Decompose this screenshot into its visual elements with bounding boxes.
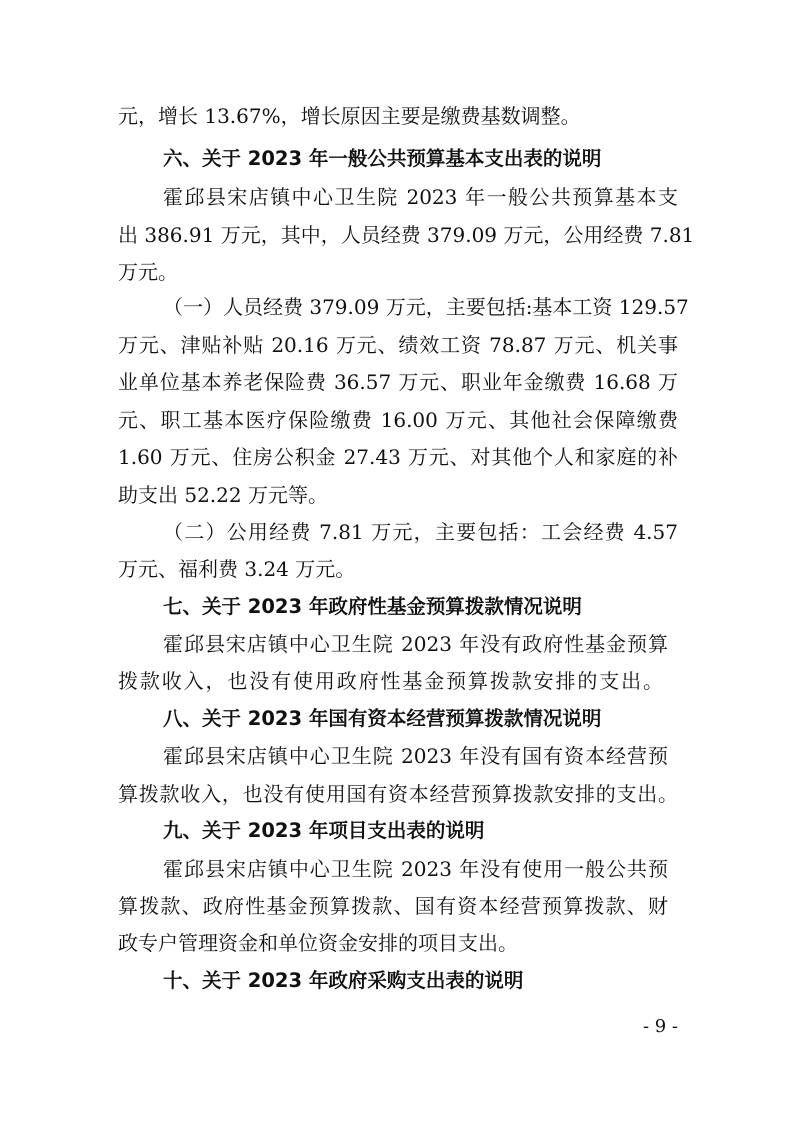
text-line: 算拨款、政府性基金预算拨款、国有资本经营预算拨款、财 (118, 894, 668, 918)
text-line: 业单位基本养老保险费 36.57 万元、职业年金缴费 16.68 万 (118, 370, 678, 394)
text-line: 霍邱县宋店镇中心卫生院 2023 年没有国有资本经营预 (163, 744, 668, 768)
text-line: （一）人员经费 379.09 万元，主要包括:基本工资 129.57 (163, 295, 689, 319)
text-line: 万元。 (118, 260, 178, 284)
text-line: （二）公用经费 7.81 万元，主要包括：工会经费 4.57 (163, 520, 678, 544)
text-line: 霍邱县宋店镇中心卫生院 2023 年没有政府性基金预算 (163, 632, 668, 656)
text-line: 助支出 52.22 万元等。 (118, 483, 328, 507)
text-line: 万元、津贴补贴 20.16 万元、绩效工资 78.87 万元、机关事 (118, 333, 678, 357)
text-line: 拨款收入，也没有使用政府性基金预算拨款安排的支出。 (118, 669, 663, 693)
text-line: 元、职工基本医疗保险缴费 16.00 万元、其他社会保障缴费 (118, 408, 678, 432)
text-line: 1.60 万元、住房公积金 27.43 万元、对其他个人和家庭的补 (118, 445, 678, 469)
text-line: 算拨款收入，也没有使用国有资本经营预算拨款安排的支出。 (118, 782, 678, 806)
text-line: 万元、福利费 3.24 万元。 (118, 557, 356, 581)
section-heading-9: 九、关于 2023 年项目支出表的说明 (163, 819, 485, 842)
section-heading-7: 七、关于 2023 年政府性基金预算拨款情况说明 (163, 595, 582, 618)
section-heading-8: 八、关于 2023 年国有资本经营预算拨款情况说明 (163, 707, 602, 730)
section-heading-10: 十、关于 2023 年政府采购支出表的说明 (163, 969, 524, 992)
section-heading-6: 六、关于 2023 年一般公共预算基本支出表的说明 (163, 147, 602, 170)
text-line: 政专户管理资金和单位资金安排的项目支出。 (118, 931, 518, 955)
text-line: 出 386.91 万元，其中，人员经费 379.09 万元，公用经费 7.81 (118, 223, 695, 247)
page-number: - 9 - (642, 1016, 678, 1037)
text-line: 元，增长 13.67%，增长原因主要是缴费基数调整。 (118, 104, 581, 128)
text-line: 霍邱县宋店镇中心卫生院 2023 年一般公共预算基本支 (163, 185, 678, 209)
text-line: 霍邱县宋店镇中心卫生院 2023 年没有使用一般公共预 (163, 857, 668, 881)
